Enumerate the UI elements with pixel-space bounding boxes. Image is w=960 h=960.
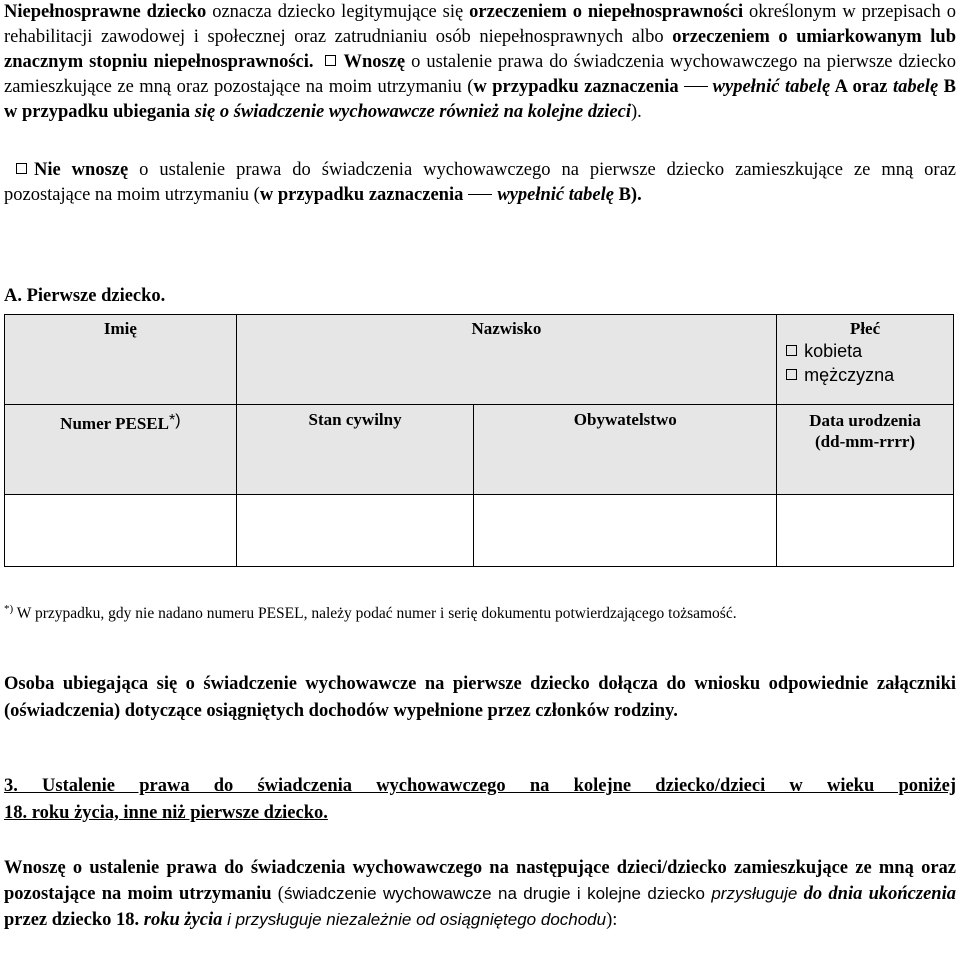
checkbox-request-first-child[interactable] [325, 55, 336, 66]
request-italic-2: i przysługuje niezależnie od osiągniętego dochodu [222, 910, 607, 929]
header-citizenship: Obywatelstwo [474, 405, 777, 495]
option-no-text-1: o ustalenie prawa do świadczenia wychowawczego na pierwsze dziecko zamieszkujące ze mną oraz pozostające na moim utrzymaniu ( [4, 160, 956, 205]
checkbox-male[interactable] [786, 369, 797, 380]
birth-date-format: (dd-mm-rrrr) [815, 432, 916, 451]
option-yes-bi-1: wypełnić tabelę [712, 77, 831, 97]
request-bi-2: roku życia [143, 910, 223, 930]
header-sex [777, 315, 954, 405]
option-no-bi-1: wypełnić tabelę [497, 185, 614, 205]
option-yes-bold-3: A oraz [830, 77, 893, 97]
section-3-heading-line-2: 18. roku życia, inne niż pierwsze dziecko. [4, 803, 328, 823]
option-no-paragraph [4, 158, 956, 208]
request-bold-1: Wnoszę o ustalenie prawa do świadczenia wychowawczego na następujące dzieci/dziecko zamieszkujące ze mną oraz pozostające na moim utrzymaniu [4, 858, 956, 904]
header-birth-date [777, 405, 954, 495]
request-sans-1: świadczenie wychowawcze na drugie i kolejne dziecko [283, 884, 712, 903]
intro-bold-1: Niepełnosprawne dziecko [4, 2, 207, 22]
intro-paragraph [4, 0, 956, 125]
attachments-paragraph: Osoba ubiegająca się o świadczenie wychowawcze na pierwsze dziecko dołącza do wniosku odpowiednie załączniki (oświadczenia) dotyczące osiągniętych dochodów wypełnione przez członków rodziny. [4, 674, 956, 721]
request-bi-1: do dnia ukończenia [797, 884, 956, 904]
request-bold-2: przez dziecko 18. [4, 910, 144, 930]
request-text-1: ( [271, 884, 284, 904]
input-citizenship[interactable] [474, 495, 777, 567]
option-no-bold-1: Nie wnoszę [34, 160, 129, 180]
sex-label: Płeć [849, 319, 881, 338]
intro-bold-2: orzeczeniem o niepełnosprawności [469, 2, 744, 22]
pesel-label: Numer PESEL [60, 414, 169, 433]
request-paragraph [4, 855, 956, 933]
footnote [4, 597, 956, 626]
section-3-heading-line-1: 3. Ustalenie prawa do świadczenia wychowawczego na kolejne dziecko/dzieci w wieku poniżej [4, 776, 956, 796]
input-marital-status[interactable] [236, 495, 474, 567]
dash [468, 194, 492, 195]
checkbox-not-request-first-child[interactable] [16, 163, 27, 174]
option-yes-text-1: o ustalenie prawa do świadczenia wychowawczego na pierwsze dziecko zamieszkujące ze mną oraz pozostające na moim utrzymaniu ( [4, 52, 956, 97]
input-birth-date[interactable] [777, 495, 954, 567]
option-yes-text-2: ). [631, 102, 642, 122]
option-yes-bi-3: się o świadczenie wychowawcze również na kolejne dzieci [194, 102, 631, 122]
section-a-heading: A. Pierwsze dziecko. [4, 286, 166, 306]
option-no-bold-2: w przypadku zaznaczenia [259, 185, 464, 205]
intro-text-1: oznacza dziecko legitymujące się [206, 2, 470, 22]
pesel-footnote-mark: *) [168, 412, 181, 429]
female-label: kobieta [804, 341, 863, 361]
header-first-name: Imię [5, 315, 237, 405]
checkbox-female[interactable] [786, 345, 797, 356]
option-yes-bi-2: tabelę [892, 77, 939, 97]
option-yes-bold-1: Wnoszę [343, 52, 406, 72]
request-italic-1: przysługuje [711, 884, 798, 903]
footnote-text: W przypadku, gdy nie nadano numeru PESEL, należy podać numer i serię dokumentu potwierdzającego tożsamość. [13, 605, 737, 623]
input-pesel[interactable] [5, 495, 237, 567]
option-female[interactable] [777, 341, 953, 362]
intro-bold-3: orzeczeniem o umiarkowanym lub znacznym stopniu niepełnosprawności. [4, 27, 956, 72]
first-child-table [4, 314, 954, 567]
option-no-bold-3: B). [613, 185, 642, 205]
option-yes-bold-2: w przypadku zaznaczenia [473, 77, 679, 97]
dash [684, 86, 708, 87]
option-yes-bold-4: B w przypadku ubiegania [4, 77, 957, 122]
option-male[interactable] [777, 365, 953, 386]
male-label: mężczyzna [804, 365, 895, 385]
intro-text-2: określonym w przepisach o rehabilitacji zawodowej i społecznej oraz zatrudnianiu osób niepełnosprawnych albo [4, 2, 956, 47]
birth-date-label: Data urodzenia [809, 411, 921, 430]
footnote-mark: *) [4, 603, 14, 615]
header-pesel [5, 405, 237, 495]
header-last-name: Nazwisko [236, 315, 776, 405]
header-marital-status: Stan cywilny [236, 405, 474, 495]
request-text-2: ): [606, 910, 618, 930]
